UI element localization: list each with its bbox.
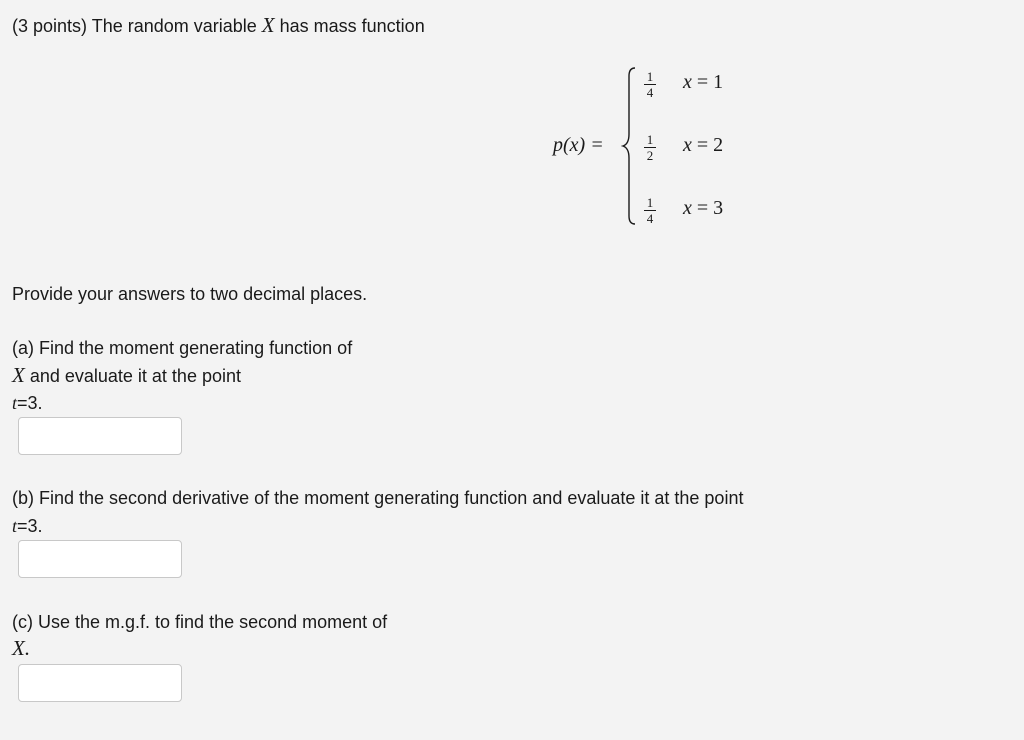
part-c-line-2: X. bbox=[12, 636, 31, 660]
part-b-answer-input[interactable] bbox=[18, 540, 182, 578]
question-intro bbox=[12, 14, 425, 37]
case-2-fraction bbox=[643, 133, 657, 162]
case-3-denominator: 4 bbox=[646, 211, 654, 226]
case-3-cond-rest: = 3 bbox=[691, 197, 724, 219]
part-c-line-1: (c) Use the m.g.f. to find the second moment of bbox=[12, 612, 388, 632]
part-a-line-3-text: =3. bbox=[17, 393, 43, 413]
case-1-denominator: 4 bbox=[646, 85, 654, 100]
part-b-line-1: (b) Find the second derivative of the moment generating function and evaluate it at the point bbox=[12, 488, 744, 508]
instruction-text: Provide your answers to two decimal places. bbox=[12, 284, 368, 304]
case-1-cond-rest: = 1 bbox=[691, 71, 724, 93]
part-a-line-3 bbox=[12, 392, 43, 414]
case-1-cond-var: x bbox=[683, 71, 692, 93]
case-3-numerator: 1 bbox=[646, 195, 654, 210]
case-3-cond-var: x bbox=[683, 197, 692, 219]
case-3-condition bbox=[683, 197, 723, 220]
case-3-fraction bbox=[643, 196, 657, 225]
case-1-fraction bbox=[643, 70, 657, 99]
case-2-cond-var: x bbox=[683, 134, 692, 156]
case-2-numerator: 1 bbox=[646, 132, 654, 147]
part-a-answer-input[interactable] bbox=[18, 417, 182, 455]
case-1-numerator: 1 bbox=[646, 69, 654, 84]
intro-prefix: (3 points) The random variable bbox=[12, 16, 262, 36]
case-2-denominator: 2 bbox=[646, 148, 654, 163]
formula-brace bbox=[621, 66, 641, 226]
intro-variable: X bbox=[261, 13, 275, 37]
part-a-t-variable: t bbox=[12, 393, 18, 413]
part-a-line-1: (a) Find the moment generating function of bbox=[12, 338, 353, 358]
formula-lhs: p(x) = bbox=[553, 134, 604, 156]
part-a-line-2 bbox=[12, 364, 241, 387]
part-b-line-2-text: =3. bbox=[17, 516, 43, 536]
case-1-condition bbox=[683, 71, 723, 94]
case-2-condition bbox=[683, 134, 723, 157]
part-a-line-2-text: and evaluate it at the point bbox=[24, 366, 241, 386]
part-b-t-variable: t bbox=[12, 516, 18, 536]
case-2-cond-rest: = 2 bbox=[691, 134, 724, 156]
part-c-answer-input[interactable] bbox=[18, 664, 182, 702]
part-a-variable: X bbox=[12, 363, 25, 387]
intro-suffix: has mass function bbox=[274, 16, 425, 36]
part-b-line-2 bbox=[12, 515, 43, 537]
